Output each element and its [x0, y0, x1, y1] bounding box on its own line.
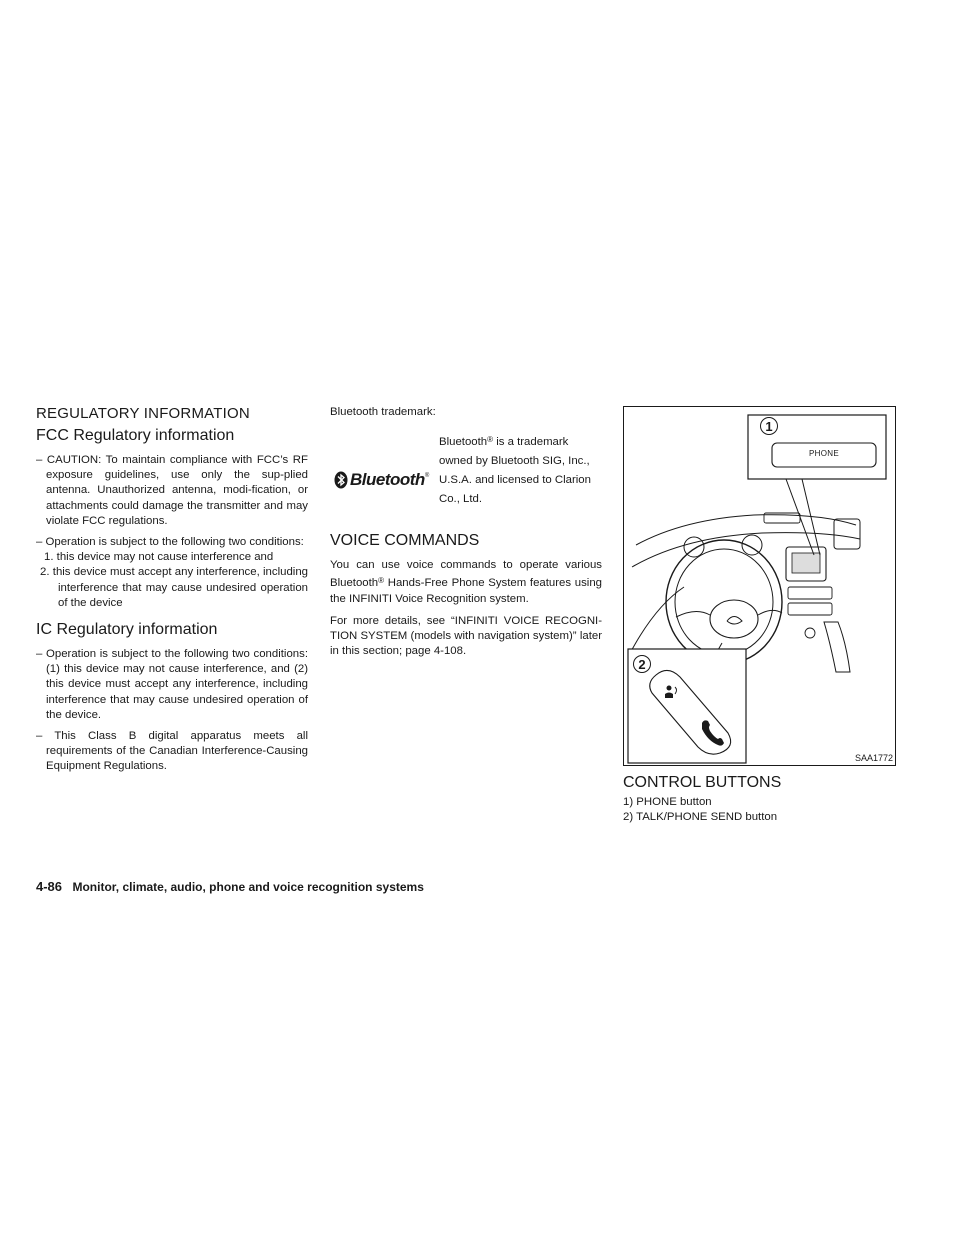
fcc-operation-item: – Operation is subject to the following two conditions:	[36, 536, 304, 549]
trademark-label: Bluetooth trademark:	[330, 406, 436, 418]
phone-button-label: PHONE	[809, 449, 839, 458]
control-item-1: 1) PHONE button	[623, 796, 712, 808]
trademark-block	[330, 430, 602, 516]
voice-p1-text-b: Hands-Free Phone System features using the INFINITI Voice Recognition system.	[330, 577, 602, 605]
trademark-statement	[439, 430, 601, 509]
figure-code: SAA1772	[854, 753, 893, 763]
callout-1: 1	[760, 417, 778, 435]
callout-2: 2	[633, 655, 651, 673]
fcc-heading: FCC Regulatory information	[36, 427, 235, 444]
fcc-caution-item: – CAUTION: To maintain compliance with FCC’s RF exposure guidelines, use only the sup-plied antenna. Unauthorized antenna, modi-fication, or attachments could damage the transmitter and may violate FCC regulations.	[36, 454, 308, 527]
ic-operation-item: – Operation is subject to the following two conditions: (1) this device may not cause interference, and (2) this device must accept any interference, including interference that may cause undesired operation of the device.	[36, 648, 308, 721]
middle-column	[330, 405, 602, 659]
ic-class-b-item: – This Class B digital apparatus meets all requirements of the Canadian Interference-Causing Equipment Regulations.	[36, 730, 308, 773]
page-number: 4-86	[36, 879, 63, 894]
voice-p1-reg: ®	[378, 576, 385, 586]
voice-commands-paragraph-1	[330, 558, 602, 607]
control-buttons-figure	[623, 406, 896, 766]
left-column	[36, 405, 308, 775]
bluetooth-logo-text: Bluetooth	[350, 470, 425, 490]
bluetooth-logo	[334, 470, 429, 490]
trademark-rest: is a trademark owned by Bluetooth SIG, Inc., U.S.A. and licensed to Clarion Co., Ltd.	[439, 436, 591, 506]
voice-commands-heading: VOICE COMMANDS	[330, 532, 480, 550]
bluetooth-icon	[334, 471, 348, 489]
control-buttons-heading: CONTROL BUTTONS	[623, 774, 782, 791]
control-item-2: 2) TALK/PHONE SEND button	[623, 811, 778, 824]
voice-p1-text-a: You can use voice commands to operate various Bluetooth	[330, 559, 602, 590]
ic-heading: IC Regulatory information	[36, 621, 218, 639]
dashboard-illustration	[624, 407, 895, 765]
trademark-word: Bluetooth	[439, 436, 488, 449]
regulatory-heading: REGULATORY INFORMATION	[36, 405, 250, 422]
page-footer	[36, 878, 424, 896]
control-buttons-section	[623, 774, 895, 825]
bluetooth-logo-reg: ®	[424, 473, 430, 480]
fcc-condition-1: 1. this device may not cause interference and	[44, 551, 274, 564]
voice-commands-paragraph-2: For more details, see “INFINITI VOICE RECOGNI-TION SYSTEM (models with navigation system)” later in this section; page 4-108.	[330, 614, 602, 658]
trademark-reg-mark: ®	[487, 435, 494, 445]
fcc-condition-2: 2. this device must accept any interference, including interference that may cause undesired operation of the device	[40, 566, 308, 609]
chapter-title: Monitor, climate, audio, phone and voice recognition systems	[72, 880, 424, 894]
